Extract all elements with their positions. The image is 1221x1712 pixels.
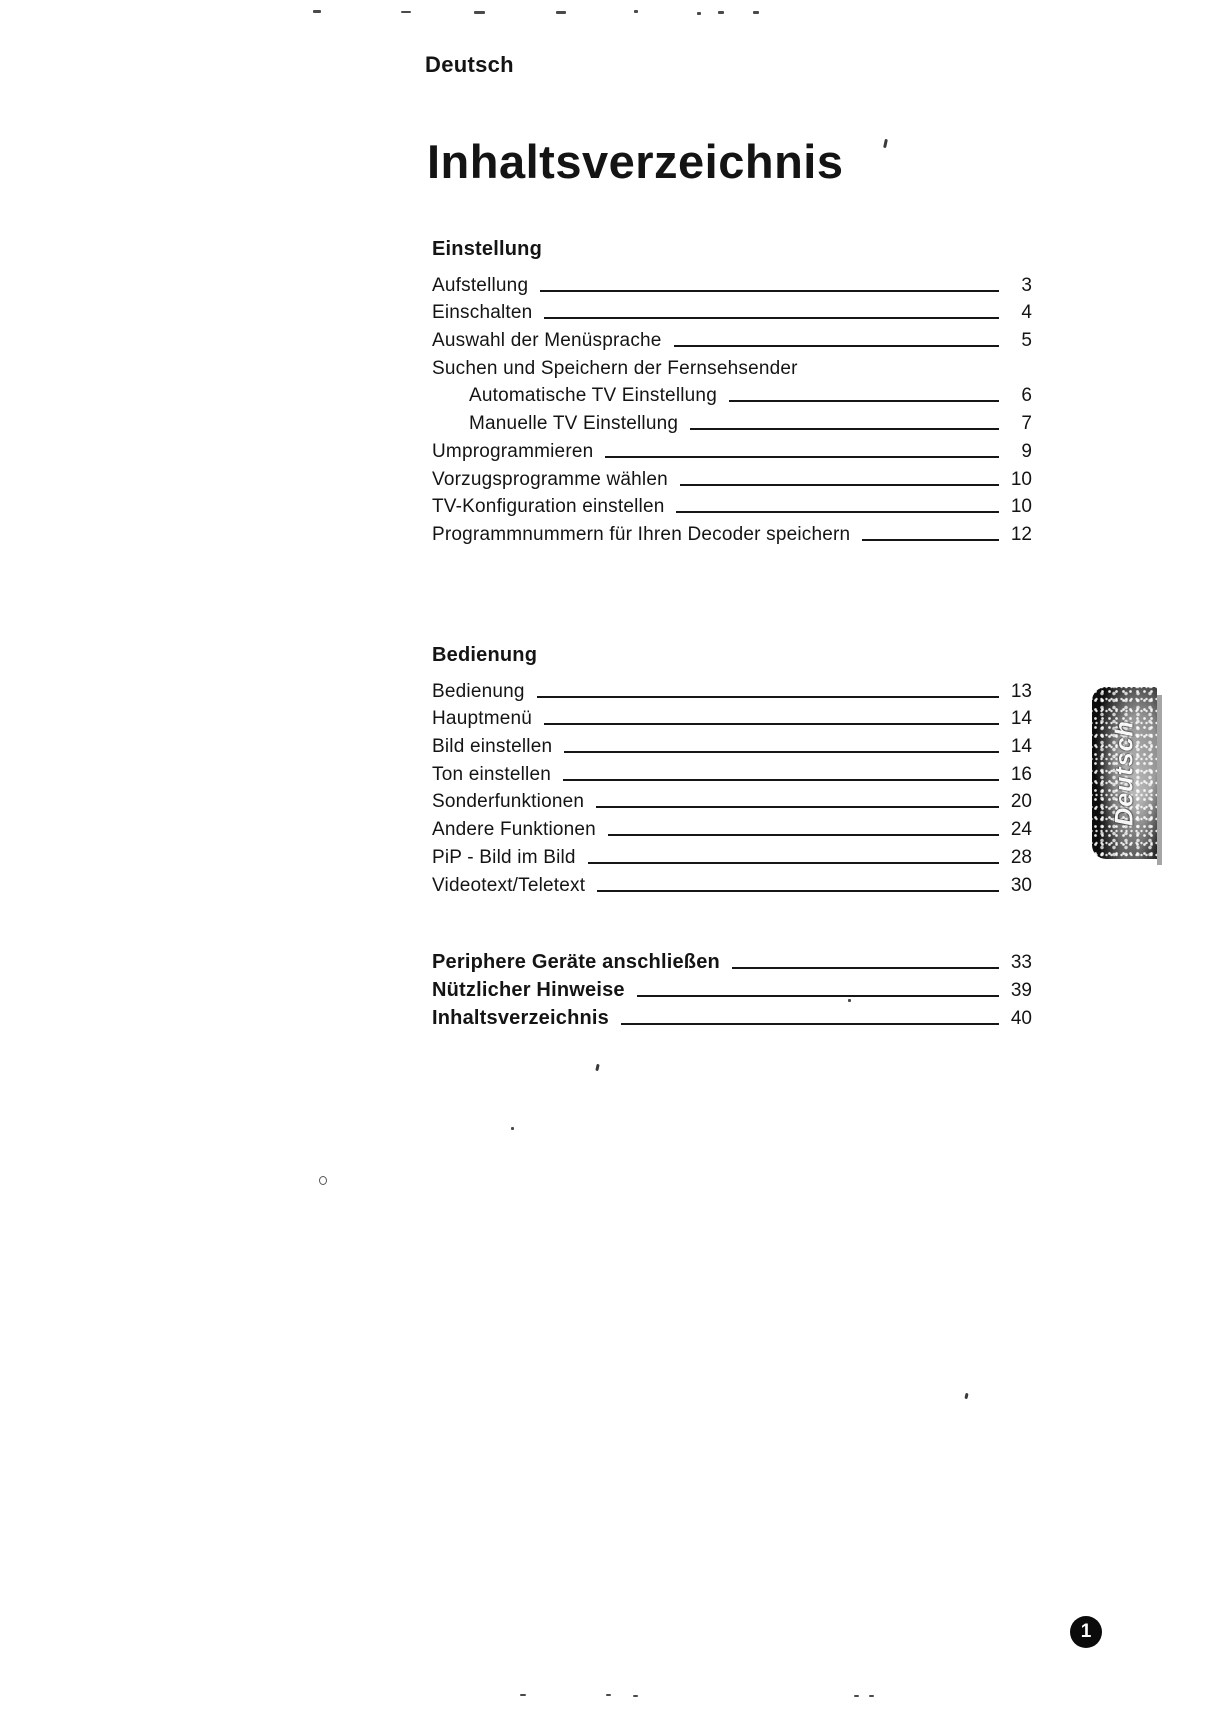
scan-artifact (634, 10, 638, 13)
toc-entry-page: 10 (1010, 496, 1032, 518)
toc-entry (432, 813, 1032, 841)
scan-artifact (883, 139, 888, 148)
toc-entry-page: 39 (1010, 980, 1032, 1001)
leader-line (540, 290, 999, 292)
toc-entry-page: 7 (1021, 413, 1032, 435)
toc-entry-label: Bedienung (432, 680, 525, 702)
toc-entry-page: 40 (1010, 1008, 1032, 1029)
toc-entry-label: Aufstellung (432, 274, 529, 296)
leader-line (862, 539, 999, 541)
toc-entry-page: 3 (1021, 274, 1032, 296)
toc-entry (432, 946, 1032, 974)
toc-entry (432, 703, 1032, 731)
leader-line (676, 511, 999, 513)
leader-line (596, 806, 999, 808)
toc-entry-page: 4 (1021, 302, 1032, 324)
toc-entry-label: Videotext/Teletext (432, 874, 586, 896)
toc-entry-label: TV-Konfiguration einstellen (432, 496, 665, 518)
toc-entry-label: Bild einstellen (432, 736, 553, 758)
leader-line (588, 862, 999, 864)
toc-entry-page: 24 (1010, 819, 1032, 841)
toc-entry (432, 518, 1032, 546)
toc-entry-label: Manuelle TV Einstellung (469, 413, 679, 435)
toc-section-einstellung (432, 238, 1032, 546)
toc-entry-page: 6 (1021, 385, 1032, 407)
scan-artifact (848, 999, 851, 1002)
toc-entry-page: 16 (1010, 763, 1032, 785)
toc-entry (432, 491, 1032, 519)
leader-line (537, 696, 999, 698)
toc-entry (432, 675, 1032, 703)
toc-entry-page: 9 (1021, 440, 1032, 462)
page-number: 1 (1080, 1621, 1092, 1642)
toc-entry-page: 28 (1010, 846, 1032, 868)
toc-entry-page: 30 (1010, 874, 1032, 896)
leader-line (605, 456, 999, 458)
toc-entry (432, 435, 1032, 463)
toc-entry-label: Inhaltsverzeichnis (432, 1007, 609, 1029)
section-heading: Bedienung (432, 644, 538, 666)
toc-entry (432, 841, 1032, 869)
toc-entry-label: Auswahl der Menüsprache (432, 330, 662, 352)
toc-entry (432, 974, 1032, 1002)
toc-entry-page: 33 (1010, 952, 1032, 973)
leader-line (621, 1023, 999, 1025)
leader-line (563, 779, 999, 781)
toc-entry (432, 297, 1032, 325)
leader-line (690, 428, 999, 430)
toc-entry-page: 12 (1010, 523, 1032, 545)
scan-artifact (556, 11, 566, 14)
scan-artifact (854, 1695, 859, 1697)
scan-artifact (697, 12, 701, 15)
leader-line (544, 317, 999, 319)
scan-artifact (474, 11, 485, 14)
scan-artifact (401, 11, 411, 13)
scan-artifact (869, 1695, 874, 1697)
toc-entry-label: Umprogrammieren (432, 440, 594, 462)
toc-entry-label: Andere Funktionen (432, 819, 596, 841)
toc-entry (432, 730, 1032, 758)
toc-entry (432, 324, 1032, 352)
leader-line (637, 995, 999, 997)
section-thumb-tab (1092, 687, 1157, 859)
page-title: Inhaltsverzeichnis (427, 135, 844, 188)
toc-entry-page: 5 (1021, 330, 1032, 352)
toc-entry-label: Vorzugsprogramme wählen (432, 468, 668, 490)
leader-line (544, 723, 999, 725)
toc-entry (432, 407, 1032, 435)
toc-entry-label: Hauptmenü (432, 708, 533, 730)
toc-entry (432, 758, 1032, 786)
scan-artifact (753, 11, 759, 14)
toc-entry-label: Einschalten (432, 302, 533, 324)
toc-entry-label: Automatische TV Einstellung (469, 385, 717, 407)
leader-line (674, 345, 999, 347)
section-heading: Einstellung (432, 238, 542, 260)
leader-line (729, 400, 999, 402)
leader-line (732, 967, 999, 969)
scan-artifact (606, 1694, 611, 1696)
toc-entry-page: 13 (1010, 680, 1032, 702)
toc-entry-label: Periphere Geräte anschließen (432, 951, 720, 973)
toc-entry-label: PiP - Bild im Bild (432, 846, 576, 868)
toc-entry (432, 869, 1032, 897)
toc-entry-page: 10 (1010, 468, 1032, 490)
toc-entry-page: 14 (1010, 708, 1032, 730)
scan-artifact (595, 1064, 599, 1071)
scan-artifact (964, 1393, 968, 1399)
toc-entry-label: Nützlicher Hinweise (432, 979, 625, 1001)
scan-artifact (520, 1694, 526, 1696)
toc-section-anhang (432, 946, 1032, 1030)
scan-artifact (633, 1695, 638, 1697)
language-label: Deutsch (425, 52, 514, 77)
toc-entry (432, 786, 1032, 814)
page-number-badge (1070, 1616, 1102, 1648)
scan-artifact (313, 10, 321, 13)
toc-entry-page: 20 (1010, 791, 1032, 813)
scan-artifact (319, 1176, 327, 1185)
toc-entry (432, 463, 1032, 491)
toc-entry-page: 14 (1010, 736, 1032, 758)
toc-entry-label: Sonderfunktionen (432, 791, 585, 813)
toc-entry (432, 352, 1032, 380)
scan-artifact (511, 1127, 514, 1130)
toc-section-bedienung (432, 644, 1032, 897)
toc-entry (432, 380, 1032, 408)
toc-entry-label: Programmnummern für Ihren Decoder speichern (432, 523, 851, 545)
toc-entry (432, 269, 1032, 297)
toc-entry (432, 1002, 1032, 1030)
leader-line (597, 890, 999, 892)
toc-entry-label: Suchen und Speichern der Fernsehsender (432, 357, 798, 379)
leader-line (608, 834, 999, 836)
toc-entry-label: Ton einstellen (432, 763, 551, 785)
thumb-tab-label: Deutsch (1110, 720, 1138, 826)
leader-line (680, 484, 999, 486)
scan-artifact (718, 11, 724, 14)
leader-line (564, 751, 999, 753)
